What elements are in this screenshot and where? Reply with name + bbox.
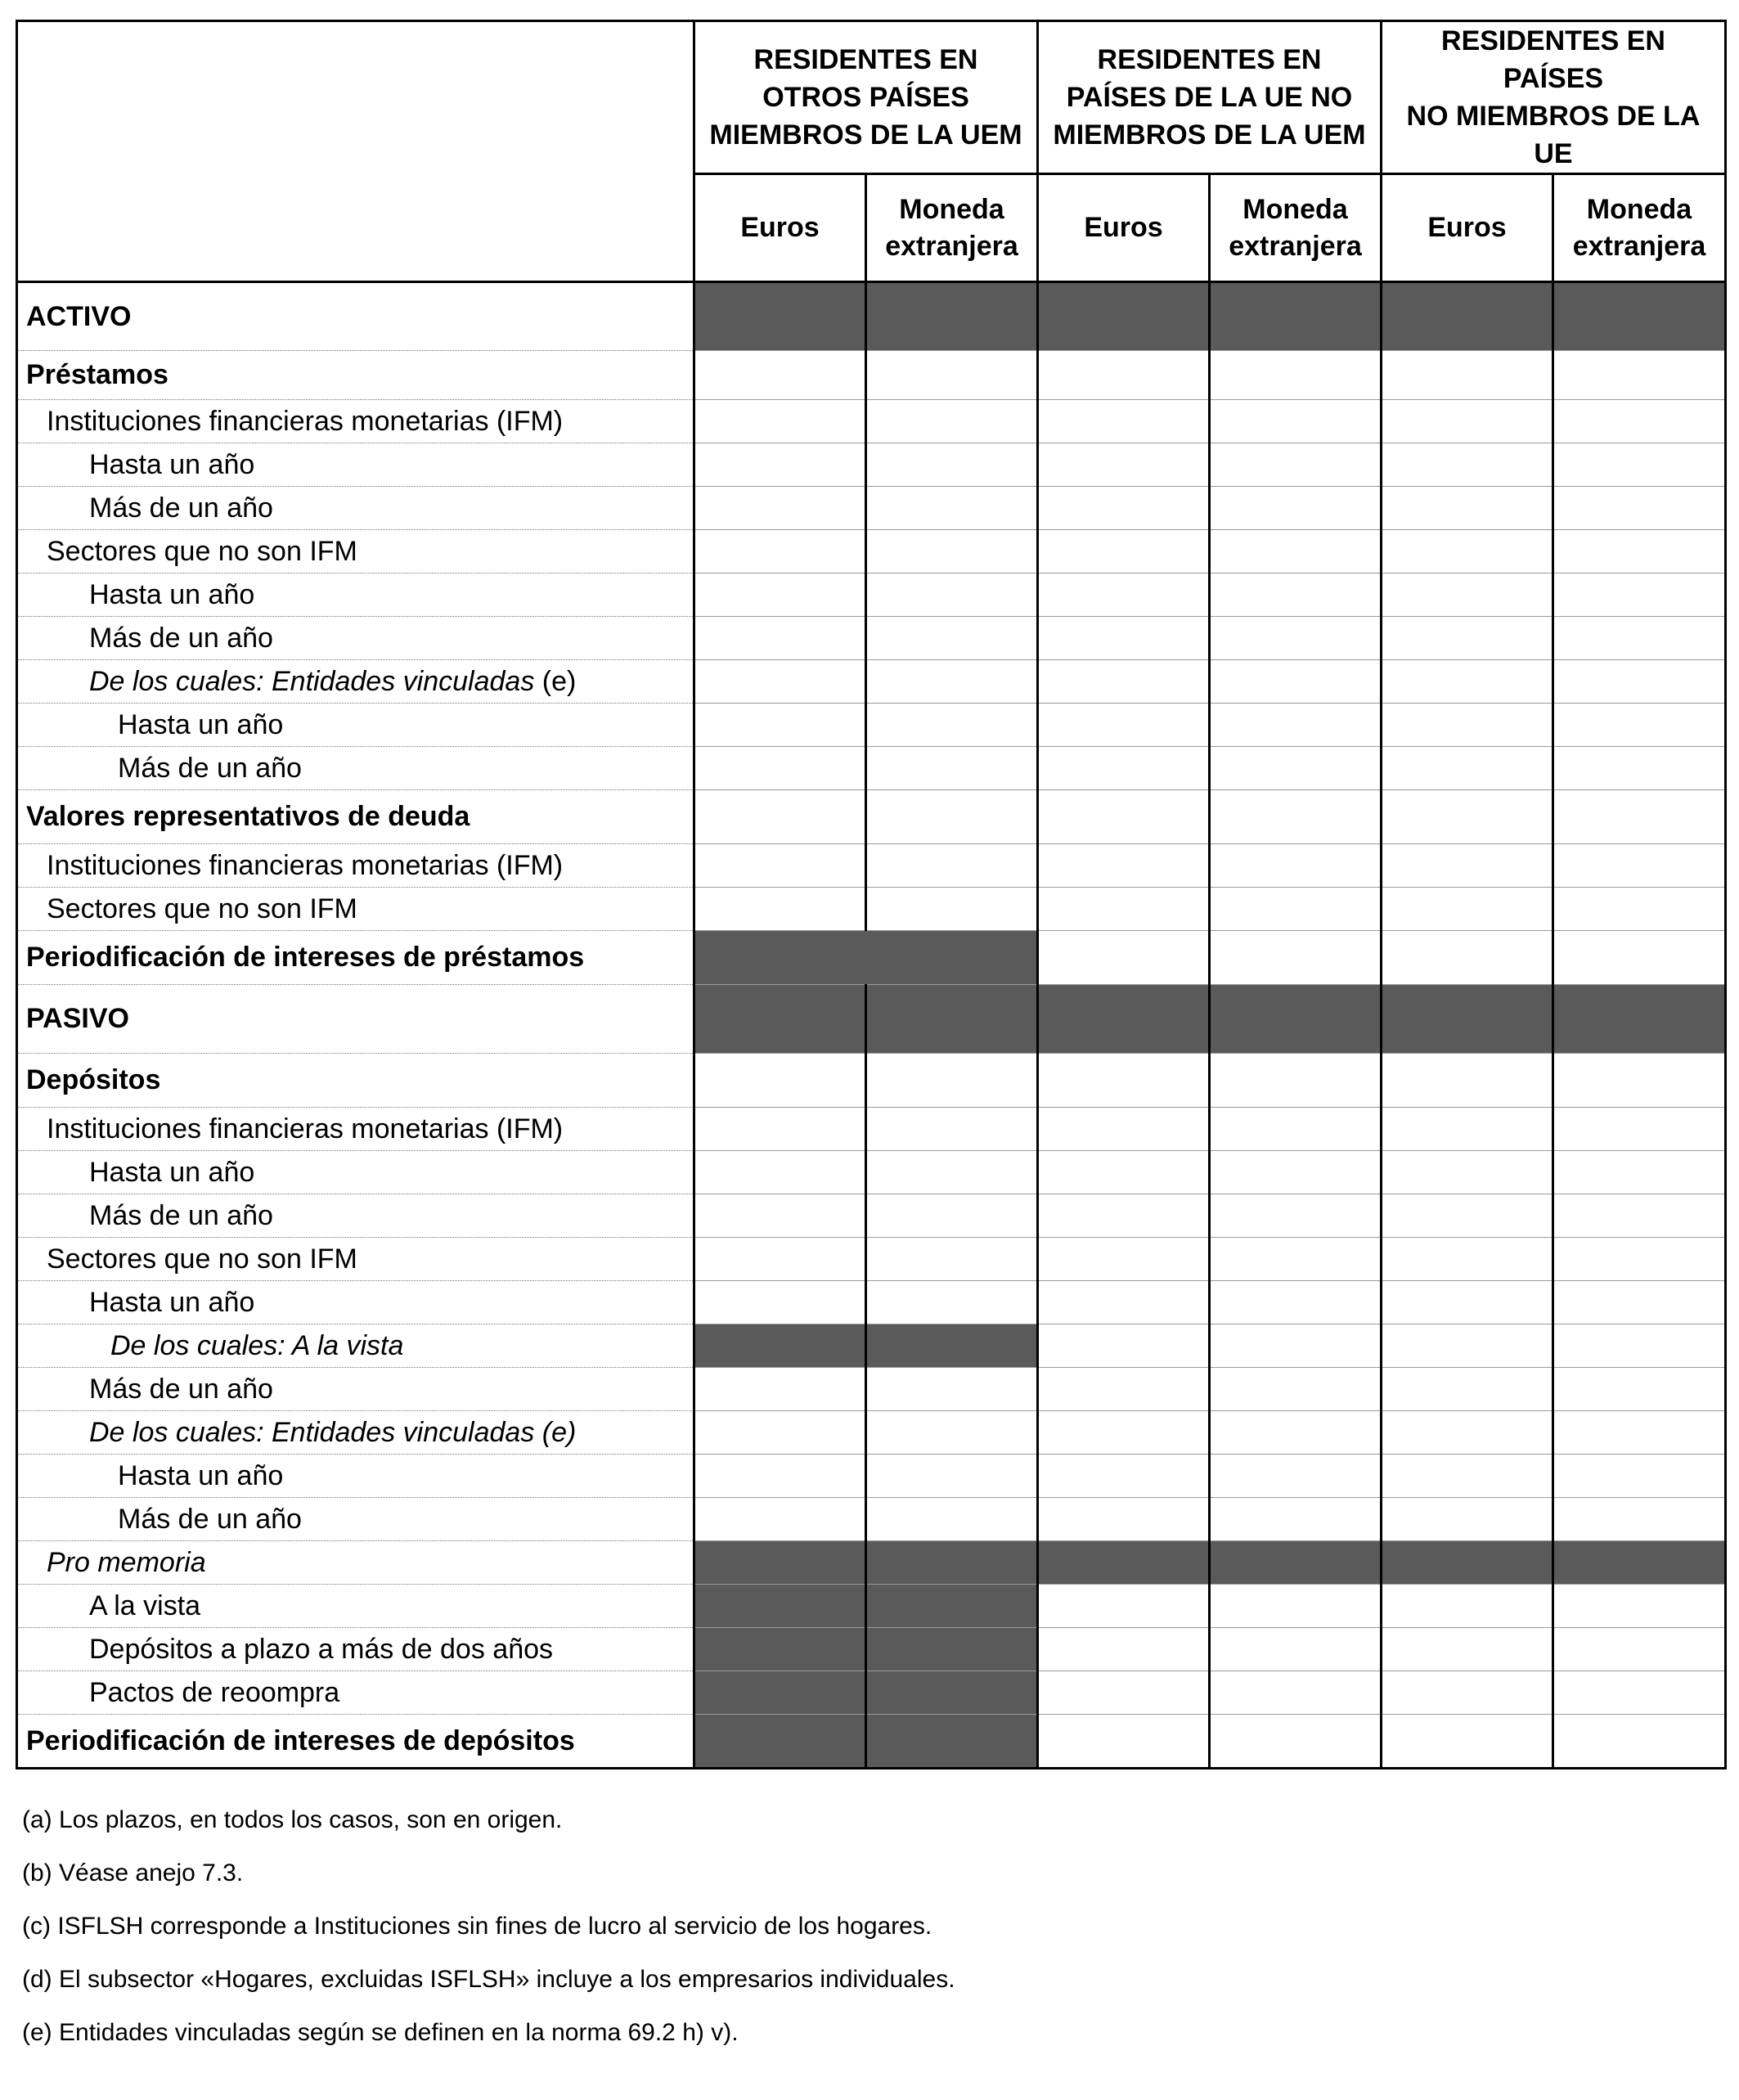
data-cell[interactable]	[1210, 1411, 1382, 1455]
data-cell[interactable]	[1553, 1671, 1726, 1715]
data-cell[interactable]	[1553, 888, 1726, 931]
data-cell[interactable]	[1553, 530, 1726, 573]
data-cell[interactable]	[1553, 747, 1726, 790]
data-cell[interactable]	[1553, 443, 1726, 487]
data-cell[interactable]	[1210, 704, 1382, 747]
data-cell[interactable]	[866, 1368, 1038, 1411]
shaded-cell	[694, 1628, 866, 1671]
data-cell[interactable]	[694, 790, 866, 844]
data-cell[interactable]	[866, 617, 1038, 660]
data-cell[interactable]	[1210, 747, 1382, 790]
data-cell[interactable]	[1382, 888, 1553, 931]
data-cell[interactable]	[1382, 617, 1553, 660]
table-row	[17, 1585, 1726, 1628]
row-label: Más de un año	[17, 1368, 694, 1411]
table-row	[17, 1108, 1726, 1151]
shaded-cell	[1210, 1541, 1382, 1585]
shaded-cell	[694, 282, 866, 351]
data-cell[interactable]	[694, 1411, 866, 1455]
shaded-cell	[1382, 985, 1553, 1054]
table-row	[17, 1054, 1726, 1108]
data-cell[interactable]	[866, 1498, 1038, 1541]
data-cell[interactable]	[1210, 1054, 1382, 1108]
data-cell[interactable]	[866, 443, 1038, 487]
data-cell[interactable]	[694, 1238, 866, 1281]
data-cell[interactable]	[866, 400, 1038, 443]
table-row	[17, 617, 1726, 660]
data-cell[interactable]	[1038, 1715, 1210, 1769]
data-cell[interactable]	[1553, 1108, 1726, 1151]
data-cell[interactable]	[1382, 1411, 1553, 1455]
shaded-cell	[1210, 985, 1382, 1054]
data-cell[interactable]	[1038, 530, 1210, 573]
header-moneda-extranjera: Moneda extranjera	[1210, 174, 1382, 282]
data-cell[interactable]	[1038, 1281, 1210, 1324]
data-cell[interactable]	[1553, 1455, 1726, 1498]
table-row	[17, 985, 1726, 1054]
shaded-cell	[694, 1715, 866, 1769]
data-cell[interactable]	[866, 573, 1038, 617]
shaded-cell	[694, 985, 866, 1054]
data-cell[interactable]	[694, 400, 866, 443]
data-cell[interactable]	[694, 573, 866, 617]
table-row	[17, 747, 1726, 790]
table-row	[17, 530, 1726, 573]
data-cell[interactable]	[866, 790, 1038, 844]
data-cell[interactable]	[1210, 1671, 1382, 1715]
data-cell[interactable]	[1382, 704, 1553, 747]
table-row	[17, 1151, 1726, 1194]
data-cell[interactable]	[694, 1455, 866, 1498]
data-cell[interactable]	[1038, 573, 1210, 617]
shaded-cell	[866, 985, 1038, 1054]
row-label: Sectores que no son IFM	[17, 1238, 694, 1281]
data-cell[interactable]	[1382, 530, 1553, 573]
data-cell[interactable]	[1038, 443, 1210, 487]
data-cell[interactable]	[1210, 844, 1382, 888]
table-row	[17, 704, 1726, 747]
data-cell[interactable]	[1382, 1151, 1553, 1194]
footnotes	[22, 1806, 955, 2072]
data-cell[interactable]	[866, 530, 1038, 573]
data-cell[interactable]	[1382, 660, 1553, 704]
row-label: Pactos de reoompra	[17, 1671, 694, 1715]
table-row	[17, 1715, 1726, 1769]
data-cell[interactable]	[1382, 351, 1553, 400]
data-cell[interactable]	[1382, 1324, 1553, 1368]
header-euros: Euros	[694, 174, 866, 282]
row-label: Hasta un año	[17, 1151, 694, 1194]
reporting-table	[16, 20, 1727, 1769]
row-label: Sectores que no son IFM	[17, 888, 694, 931]
data-cell[interactable]	[1553, 1054, 1726, 1108]
data-cell[interactable]	[1038, 931, 1210, 985]
table-row	[17, 1411, 1726, 1455]
table-row	[17, 573, 1726, 617]
header-moneda-extranjera: Moneda extranjera	[1553, 174, 1726, 282]
row-label: Depósitos a plazo a más de dos años	[17, 1628, 694, 1671]
data-cell[interactable]	[1382, 573, 1553, 617]
header-corner	[17, 21, 694, 282]
data-cell[interactable]	[866, 1455, 1038, 1498]
shaded-cell	[694, 931, 1038, 985]
data-cell[interactable]	[866, 888, 1038, 931]
data-cell[interactable]	[866, 1054, 1038, 1108]
data-cell[interactable]	[1382, 1281, 1553, 1324]
table-row	[17, 790, 1726, 844]
data-cell[interactable]	[1210, 530, 1382, 573]
data-cell[interactable]	[1382, 1194, 1553, 1238]
header-moneda-extranjera: Moneda extranjera	[866, 174, 1038, 282]
table-row	[17, 1324, 1726, 1368]
data-cell[interactable]	[1038, 888, 1210, 931]
header-group-ue-no-uem: RESIDENTES EN PAÍSES DE LA UE NO MIEMBROS DE LA UEM	[1038, 21, 1382, 174]
shaded-cell	[866, 1541, 1038, 1585]
row-label: Depósitos	[17, 1054, 694, 1108]
data-cell[interactable]	[1038, 1238, 1210, 1281]
row-label: De los cuales: Entidades vinculadas (e)	[17, 1411, 694, 1455]
data-cell[interactable]	[1382, 1368, 1553, 1411]
header-group-uem: RESIDENTES EN OTROS PAÍSES MIEMBROS DE LA UEM	[694, 21, 1038, 174]
shaded-cell	[1382, 1541, 1553, 1585]
data-cell[interactable]	[1553, 1238, 1726, 1281]
data-cell[interactable]	[866, 704, 1038, 747]
data-cell[interactable]	[866, 844, 1038, 888]
row-label: PASIVO	[17, 985, 694, 1054]
table-row	[17, 400, 1726, 443]
data-cell[interactable]	[866, 487, 1038, 530]
data-cell[interactable]	[1038, 1108, 1210, 1151]
footnote: (a) Los plazos, en todos los casos, son en origen.	[22, 1806, 563, 1833]
data-cell[interactable]	[1382, 790, 1553, 844]
shaded-cell	[694, 1324, 866, 1368]
data-cell[interactable]	[866, 1194, 1038, 1238]
data-cell[interactable]	[1382, 1108, 1553, 1151]
data-cell[interactable]	[1553, 1194, 1726, 1238]
table-row	[17, 1281, 1726, 1324]
row-label: Más de un año	[17, 617, 694, 660]
shaded-cell	[866, 1671, 1038, 1715]
data-cell[interactable]	[1382, 443, 1553, 487]
data-cell[interactable]	[694, 1368, 866, 1411]
shaded-cell	[1553, 282, 1726, 351]
table-row	[17, 888, 1726, 931]
row-label: Más de un año	[17, 487, 694, 530]
header-euros: Euros	[1038, 174, 1210, 282]
data-cell[interactable]	[1553, 844, 1726, 888]
data-cell[interactable]	[1210, 888, 1382, 931]
data-cell[interactable]	[1210, 1151, 1382, 1194]
data-cell[interactable]	[1382, 747, 1553, 790]
row-label: Hasta un año	[17, 1281, 694, 1324]
data-cell[interactable]	[1553, 1324, 1726, 1368]
data-cell[interactable]	[1553, 660, 1726, 704]
data-cell[interactable]	[1210, 1498, 1382, 1541]
data-cell[interactable]	[1382, 487, 1553, 530]
header-euros: Euros	[1382, 174, 1553, 282]
data-cell[interactable]	[694, 530, 866, 573]
footnote: (d) El subsector «Hogares, excluidas ISFLSH» incluye a los empresarios individuales.	[22, 1966, 955, 1993]
footnote: (c) ISFLSH corresponde a Instituciones sin fines de lucro al servicio de los hogares.	[22, 1913, 932, 1940]
data-cell[interactable]	[1038, 1585, 1210, 1628]
data-cell[interactable]	[1553, 1411, 1726, 1455]
data-cell[interactable]	[1038, 1194, 1210, 1238]
data-cell[interactable]	[1553, 351, 1726, 400]
data-cell[interactable]	[866, 1411, 1038, 1455]
data-cell[interactable]	[1382, 931, 1553, 985]
table-row	[17, 844, 1726, 888]
data-cell[interactable]	[1553, 487, 1726, 530]
data-cell[interactable]	[1038, 400, 1210, 443]
data-cell[interactable]	[1382, 1498, 1553, 1541]
data-cell[interactable]	[1038, 351, 1210, 400]
row-label: De los cuales: Entidades vinculadas (e)	[17, 660, 694, 704]
row-label: Periodificación de intereses de depósitos	[17, 1715, 694, 1769]
data-cell[interactable]	[1038, 1455, 1210, 1498]
data-cell[interactable]	[694, 1054, 866, 1108]
data-cell[interactable]	[1553, 1585, 1726, 1628]
row-label: Hasta un año	[17, 573, 694, 617]
data-cell[interactable]	[866, 351, 1038, 400]
table-row	[17, 1628, 1726, 1671]
row-label: Instituciones financieras monetarias (IFM)	[17, 1108, 694, 1151]
data-cell[interactable]	[866, 1281, 1038, 1324]
data-cell[interactable]	[694, 1498, 866, 1541]
data-cell[interactable]	[694, 888, 866, 931]
row-label: Hasta un año	[17, 1455, 694, 1498]
data-cell[interactable]	[1553, 1715, 1726, 1769]
data-cell[interactable]	[1553, 790, 1726, 844]
data-cell[interactable]	[1382, 1455, 1553, 1498]
data-cell[interactable]	[1210, 931, 1382, 985]
data-cell[interactable]	[1038, 704, 1210, 747]
shaded-cell	[866, 1628, 1038, 1671]
shaded-cell	[1553, 1541, 1726, 1585]
shaded-cell	[694, 1541, 866, 1585]
header-group-no-ue: RESIDENTES EN PAÍSES NO MIEMBROS DE LA UE	[1382, 21, 1726, 174]
data-cell[interactable]	[1382, 1054, 1553, 1108]
data-cell[interactable]	[1210, 617, 1382, 660]
data-cell[interactable]	[1210, 1108, 1382, 1151]
data-cell[interactable]	[694, 747, 866, 790]
table-row	[17, 351, 1726, 400]
data-cell[interactable]	[1038, 1498, 1210, 1541]
row-label: Hasta un año	[17, 443, 694, 487]
row-label: Instituciones financieras monetarias (IFM)	[17, 844, 694, 888]
data-cell[interactable]	[694, 1108, 866, 1151]
data-cell[interactable]	[694, 487, 866, 530]
table-row	[17, 931, 1726, 985]
data-cell[interactable]	[866, 747, 1038, 790]
footnote: (b) Véase anejo 7.3.	[22, 1859, 244, 1886]
row-label: Sectores que no son IFM	[17, 530, 694, 573]
shaded-cell	[1382, 282, 1553, 351]
data-cell[interactable]	[694, 704, 866, 747]
shaded-cell	[866, 282, 1038, 351]
data-cell[interactable]	[1038, 1368, 1210, 1411]
shaded-cell	[1553, 985, 1726, 1054]
data-cell[interactable]	[694, 1194, 866, 1238]
data-cell[interactable]	[694, 844, 866, 888]
shaded-cell	[866, 1585, 1038, 1628]
data-cell[interactable]	[1038, 1151, 1210, 1194]
shaded-cell	[694, 1671, 866, 1715]
table-row	[17, 1541, 1726, 1585]
data-cell[interactable]	[1553, 1151, 1726, 1194]
row-label: Más de un año	[17, 747, 694, 790]
table-row	[17, 1498, 1726, 1541]
data-cell[interactable]	[1038, 1324, 1210, 1368]
shaded-cell	[866, 1715, 1038, 1769]
row-label: A la vista	[17, 1585, 694, 1628]
table-row	[17, 1194, 1726, 1238]
shaded-cell	[1038, 985, 1210, 1054]
data-cell[interactable]	[1553, 704, 1726, 747]
shaded-cell	[694, 1585, 866, 1628]
row-label: Valores representativos de deuda	[17, 790, 694, 844]
table-row	[17, 1455, 1726, 1498]
data-cell[interactable]	[1382, 1585, 1553, 1628]
data-cell[interactable]	[694, 1281, 866, 1324]
data-cell[interactable]	[1553, 931, 1726, 985]
data-cell[interactable]	[1553, 1368, 1726, 1411]
data-cell[interactable]	[1382, 1628, 1553, 1671]
data-cell[interactable]	[1038, 1054, 1210, 1108]
table-row	[17, 487, 1726, 530]
row-label: De los cuales: A la vista	[17, 1324, 694, 1368]
data-cell[interactable]	[1382, 1238, 1553, 1281]
data-cell[interactable]	[1553, 1281, 1726, 1324]
data-cell[interactable]	[694, 1151, 866, 1194]
data-cell[interactable]	[1210, 790, 1382, 844]
table-row	[17, 282, 1726, 351]
data-cell[interactable]	[866, 1108, 1038, 1151]
data-cell[interactable]	[1382, 400, 1553, 443]
data-cell[interactable]	[1553, 1498, 1726, 1541]
footnote: (e) Entidades vinculadas según se definen en la norma 69.2 h) v).	[22, 2019, 739, 2046]
shaded-cell	[1038, 1541, 1210, 1585]
data-cell[interactable]	[1210, 1628, 1382, 1671]
data-cell[interactable]	[694, 443, 866, 487]
data-cell[interactable]	[1038, 660, 1210, 704]
data-cell[interactable]	[1382, 1715, 1553, 1769]
row-label: Más de un año	[17, 1194, 694, 1238]
data-cell[interactable]	[1210, 1194, 1382, 1238]
row-label: Pro memoria	[17, 1541, 694, 1585]
table-row	[17, 443, 1726, 487]
data-cell[interactable]	[866, 1238, 1038, 1281]
data-cell[interactable]	[1553, 617, 1726, 660]
data-cell[interactable]	[1038, 1671, 1210, 1715]
data-cell[interactable]	[1210, 1281, 1382, 1324]
data-cell[interactable]	[1553, 573, 1726, 617]
data-cell[interactable]	[1382, 844, 1553, 888]
data-cell[interactable]	[1553, 400, 1726, 443]
table-row	[17, 1368, 1726, 1411]
data-cell[interactable]	[1382, 1671, 1553, 1715]
data-cell[interactable]	[1038, 747, 1210, 790]
data-cell[interactable]	[1210, 1238, 1382, 1281]
data-cell[interactable]	[1038, 1628, 1210, 1671]
row-label: Más de un año	[17, 1498, 694, 1541]
row-label: ACTIVO	[17, 282, 694, 351]
table-row	[17, 1238, 1726, 1281]
shaded-cell	[1038, 282, 1210, 351]
data-cell[interactable]	[694, 617, 866, 660]
shaded-cell	[866, 1324, 1038, 1368]
data-cell[interactable]	[694, 351, 866, 400]
data-cell[interactable]	[1210, 1585, 1382, 1628]
data-cell[interactable]	[1038, 1411, 1210, 1455]
data-cell[interactable]	[1210, 573, 1382, 617]
data-cell[interactable]	[866, 660, 1038, 704]
data-cell[interactable]	[1210, 487, 1382, 530]
data-cell[interactable]	[1210, 1324, 1382, 1368]
data-cell[interactable]	[1210, 1455, 1382, 1498]
shaded-cell	[1210, 282, 1382, 351]
row-label: Periodificación de intereses de préstamos	[17, 931, 694, 985]
data-cell[interactable]	[1210, 443, 1382, 487]
data-cell[interactable]	[1210, 400, 1382, 443]
data-cell[interactable]	[1210, 1715, 1382, 1769]
table-row	[17, 1671, 1726, 1715]
row-label: Hasta un año	[17, 704, 694, 747]
data-cell[interactable]	[866, 1151, 1038, 1194]
data-cell[interactable]	[1210, 660, 1382, 704]
row-label: Instituciones financieras monetarias (IFM)	[17, 400, 694, 443]
row-label: Préstamos	[17, 351, 694, 400]
data-cell[interactable]	[1553, 1628, 1726, 1671]
table-row	[17, 660, 1726, 704]
data-cell[interactable]	[1210, 1368, 1382, 1411]
data-cell[interactable]	[1038, 487, 1210, 530]
data-cell[interactable]	[1038, 844, 1210, 888]
data-cell[interactable]	[1210, 351, 1382, 400]
data-cell[interactable]	[1038, 617, 1210, 660]
data-cell[interactable]	[1038, 790, 1210, 844]
data-cell[interactable]	[694, 660, 866, 704]
